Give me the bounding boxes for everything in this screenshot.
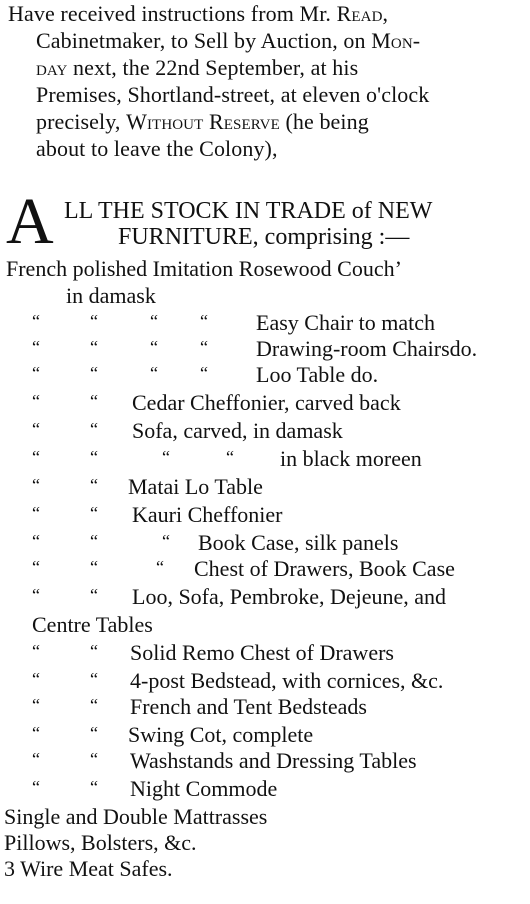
ditto-mark: “ [32,585,40,605]
ditto-mark: “ [32,475,40,495]
ditto-mark: “ [32,641,40,661]
ditto-mark: “ [90,337,98,357]
drop-cap: A [6,185,54,258]
ditto-mark: “ [32,363,40,383]
ditto-mark: “ [90,557,98,577]
list-item: Solid Remo Chest of Drawers [130,640,394,665]
ditto-mark: “ [200,337,208,357]
auctioneer-client-name: Read, [336,1,389,26]
ditto-mark: “ [90,363,98,383]
list-item: French polished Imitation Rosewood Couch’ [6,256,402,281]
intro-line-2-text: Cabinetmaker, to Sell by Auction, on [36,28,366,53]
intro-line-3-text: next, the 22nd September, at his [73,55,359,80]
ditto-mark: “ [150,337,158,357]
intro-line-1 [8,0,524,27]
ditto-mark: “ [156,557,164,577]
list-item: Matai Lo Table [128,474,263,499]
list-item: Kauri Cheffonier [132,502,283,527]
ditto-mark: “ [90,669,98,689]
list-item: Single and Double Mattrasses [4,804,268,829]
intro-line-2 [8,27,524,54]
list-item: in damask [66,283,156,308]
heading-line-1: LL THE STOCK IN TRADE of NEW [64,198,433,224]
list-item: 3 Wire Meat Safes. [4,856,173,881]
ditto-mark: “ [90,641,98,661]
ditto-mark: “ [90,419,98,439]
ditto-mark: “ [90,311,98,331]
ditto-mark: “ [90,447,98,467]
ditto-mark: “ [162,447,170,467]
ditto-mark: “ [90,749,98,769]
list-item: Sofa, carved, in damask [132,418,343,443]
intro-text [8,0,524,162]
ditto-mark: “ [32,749,40,769]
ditto-mark: “ [150,363,158,383]
list-item: Swing Cot, complete [128,722,314,747]
list-item: in black moreen [280,446,422,471]
intro-line-1-text: Have received instructions from Mr. [8,1,332,26]
ditto-mark: “ [90,585,98,605]
ditto-mark: “ [162,531,170,551]
list-item: Easy Chair to match [256,310,436,335]
ditto-mark: “ [90,695,98,715]
ditto-mark: “ [32,695,40,715]
list-item: Book Case, silk panels [198,530,399,555]
ditto-mark: “ [90,391,98,411]
without-text: Without [126,109,204,134]
list-item: Cedar Cheffonier, carved back [132,390,401,415]
list-item: Chest of Drawers, Book Case [194,556,455,581]
ditto-mark: “ [90,475,98,495]
list-item: Centre Tables [32,612,153,637]
ditto-mark: “ [226,447,234,467]
reserve-text: Reserve [209,109,280,134]
ditto-mark: “ [32,447,40,467]
intro-line-5-text: precisely, [36,109,121,134]
ditto-mark: “ [32,503,40,523]
intro-line-4: Premises, Shortland-street, at eleven o'clock [36,82,430,107]
list-item: French and Tent Bedsteads [130,694,367,719]
ditto-mark: “ [32,419,40,439]
ditto-mark: “ [32,391,40,411]
intro-line-6: about to leave the Colony), [36,136,278,161]
intro-monday-part-1: Mon- [371,28,421,53]
list-item: Loo Table do. [256,362,379,387]
stock-heading [6,185,526,258]
intro-paragraph [8,0,524,162]
intro-line-3 [8,54,524,81]
ditto-mark: “ [90,531,98,551]
ditto-mark: “ [32,723,40,743]
list-item: Night Commode [130,776,278,801]
ditto-mark: “ [150,311,158,331]
ditto-mark: “ [32,777,40,797]
ditto-mark: “ [90,503,98,523]
ditto-mark: “ [200,311,208,331]
ditto-mark: “ [32,669,40,689]
ditto-mark: “ [32,531,40,551]
intro-monday-part-2: day [36,55,68,80]
intro-line-5 [8,108,524,135]
ditto-mark: “ [32,311,40,331]
list-item: 4-post Bedstead, with cornices, &c. [130,668,444,693]
ditto-mark: “ [32,337,40,357]
heading-line-2: FURNITURE, comprising :— [118,224,410,250]
ditto-mark: “ [32,557,40,577]
list-item: Pillows, Bolsters, &c. [4,830,197,855]
list-item: Washstands and Dressing Tables [130,748,417,773]
list-item: Loo, Sofa, Pembroke, Dejeune, and [132,584,447,609]
ditto-mark: “ [90,777,98,797]
ditto-mark: “ [200,363,208,383]
intro-line-5-end: (he being [285,109,369,134]
list-item: Drawing-room Chairsdo. [256,336,478,361]
ditto-mark: “ [90,723,98,743]
